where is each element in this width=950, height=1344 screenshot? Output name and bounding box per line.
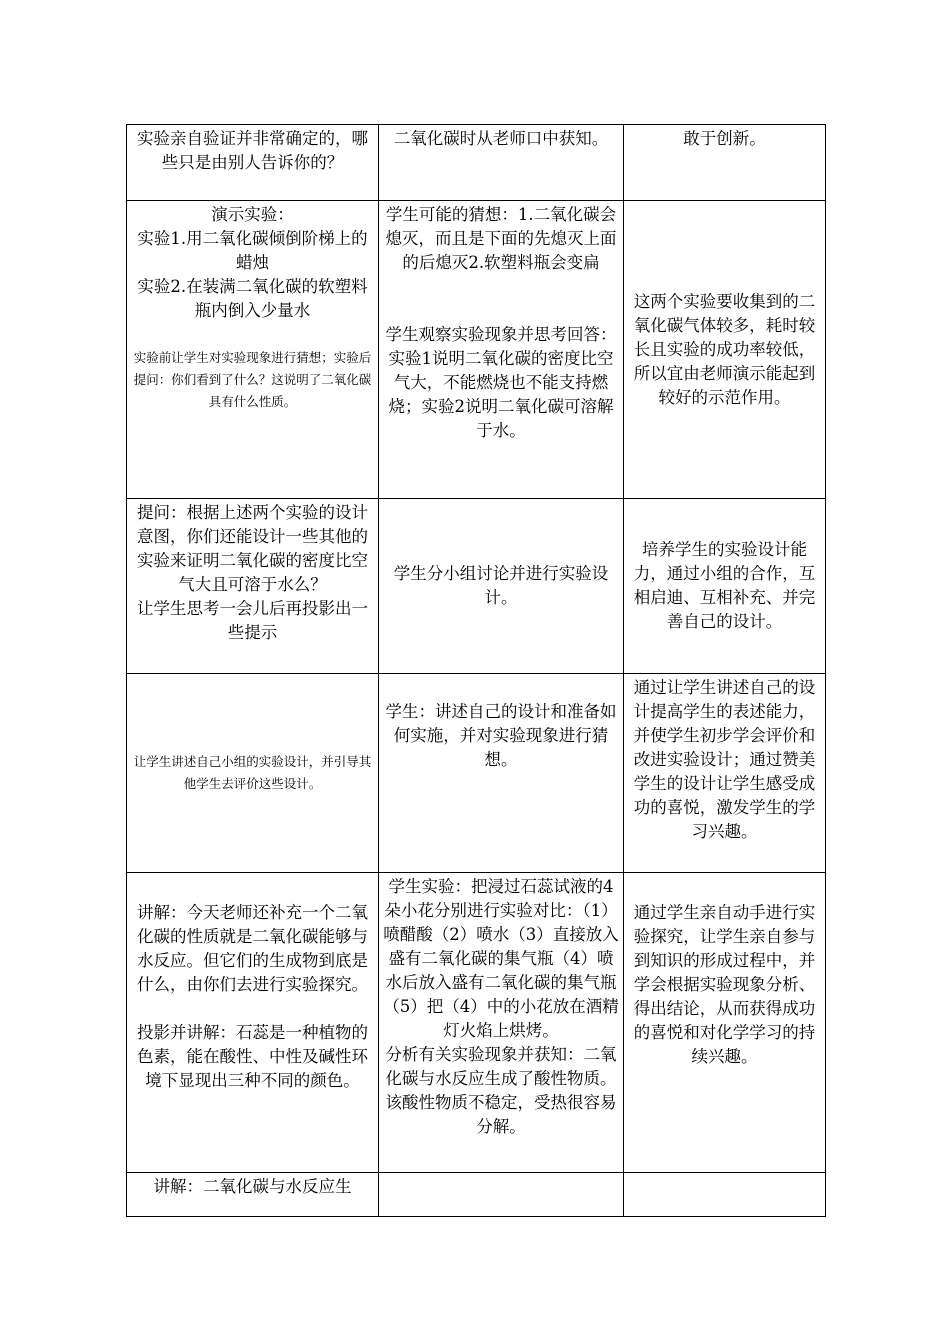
cell-text: 让学生思考一会儿后再投影出一些提示 <box>137 599 368 642</box>
lesson-plan-table <box>126 124 826 1217</box>
student-activity-cell <box>379 499 624 674</box>
student-activity-cell <box>379 201 624 499</box>
teacher-activity-cell <box>127 201 379 499</box>
design-intent-cell <box>624 201 826 499</box>
cell-text: 学生可能的猜想：1.二氧化碳会熄灭，而且是下面的先熄灭上面的后熄灭2.软塑料瓶会变扁 <box>385 205 617 272</box>
table-row <box>127 674 826 873</box>
cell-text: 学生观察实验现象并思考回答： <box>385 325 617 344</box>
cell-note: 实验前让学生对实验现象进行猜想；实验后提问：你们看到了什么？这说明了二氧化碳具有什么性质。 <box>133 350 372 409</box>
design-intent-cell <box>624 1173 826 1217</box>
teacher-activity-cell <box>127 873 379 1173</box>
cell-text: 学生：讲述自己的设计和准备如何实施，并对实验现象进行猜想。 <box>385 702 617 769</box>
student-activity-cell <box>379 125 624 201</box>
cell-text: 实验1说明二氧化碳的密度比空气大，不能燃烧也不能支持燃烧；实验2说明二氧化碳可溶解于水。 <box>388 349 614 440</box>
cell-text: 演示实验： <box>211 205 294 224</box>
cell-text: 二氧化碳时从老师口中获知。 <box>393 129 609 148</box>
table-row <box>127 125 826 201</box>
design-intent-cell <box>624 873 826 1173</box>
table-row <box>127 499 826 674</box>
student-activity-cell <box>379 1173 624 1217</box>
cell-text: 通过让学生讲述自己的设计提高学生的表述能力，并使学生初步学会评价和改进实验设计；通过赞美学生的设计让学生感受成功的喜悦，激发学生的学习兴趣。 <box>633 678 816 841</box>
cell-text: 培养学生的实验设计能力，通过小组的合作，互相启迪、互相补充、并完善自己的设计。 <box>633 540 816 631</box>
cell-text: 敢于创新。 <box>683 129 766 148</box>
cell-text: 实验1.用二氧化碳倾倒阶梯上的蜡烛 <box>137 229 368 272</box>
cell-text: 分析有关实验现象并获知：二氧化碳与水反应生成了酸性物质。该酸性物质不稳定，受热很容易分解。 <box>385 1045 617 1136</box>
cell-text: 学生实验：把浸过石蕊试液的4朵小花分别进行实验对比：（1）喷醋酸（2）喷水（3）直接放入盛有二氧化碳的集气瓶（4）喷水后放入盛有二氧化碳的集气瓶（5）把（4）中的小花放在酒精灯火焰上烘烤。 <box>383 877 619 1040</box>
cell-text: 提问：根据上述两个实验的设计意图，你们还能设计一些其他的实验来证明二氧化碳的密度比空气大且可溶于水么？ <box>137 503 368 594</box>
cell-text: 学生分小组讨论并进行实验设计。 <box>393 564 609 607</box>
teacher-activity-cell <box>127 125 379 201</box>
student-activity-cell <box>379 674 624 873</box>
student-activity-cell <box>379 873 624 1173</box>
design-intent-cell <box>624 674 826 873</box>
cell-text: 通过学生亲自动手进行实验探究，让学生亲自参与到知识的形成过程中，并学会根据实验现象分析、得出结论，从而获得成功的喜悦和对化学学习的持续兴趣。 <box>633 903 816 1066</box>
cell-text: 投影并讲解：石蕊是一种植物的色素，能在酸性、中性及碱性环境下显现出三种不同的颜色。 <box>137 1023 368 1090</box>
table-row <box>127 1173 826 1217</box>
teacher-activity-cell <box>127 674 379 873</box>
cell-text: 这两个实验要收集到的二氧化碳气体较多，耗时较长且实验的成功率较低，所以宜由老师演示能起到较好的示范作用。 <box>633 291 816 407</box>
cell-text: 讲解：二氧化碳与水反应生 <box>153 1177 352 1196</box>
cell-text: 实验2.在装满二氧化碳的软塑料瓶内倒入少量水 <box>137 277 368 320</box>
cell-text: 让学生讲述自己小组的实验设计，并引导其他学生去评价这些设计。 <box>133 754 372 791</box>
design-intent-cell <box>624 499 826 674</box>
design-intent-cell <box>624 125 826 201</box>
teacher-activity-cell <box>127 1173 379 1217</box>
cell-text: 实验亲自验证并非常确定的，哪些只是由别人告诉你的？ <box>137 129 368 172</box>
table-row <box>127 873 826 1173</box>
teacher-activity-cell <box>127 499 379 674</box>
cell-text: 讲解：今天老师还补充一个二氧化碳的性质就是二氧化碳能够与水反应。但它们的生成物到底是什么，由你们去进行实验探究。 <box>137 903 368 994</box>
table-row <box>127 201 826 499</box>
